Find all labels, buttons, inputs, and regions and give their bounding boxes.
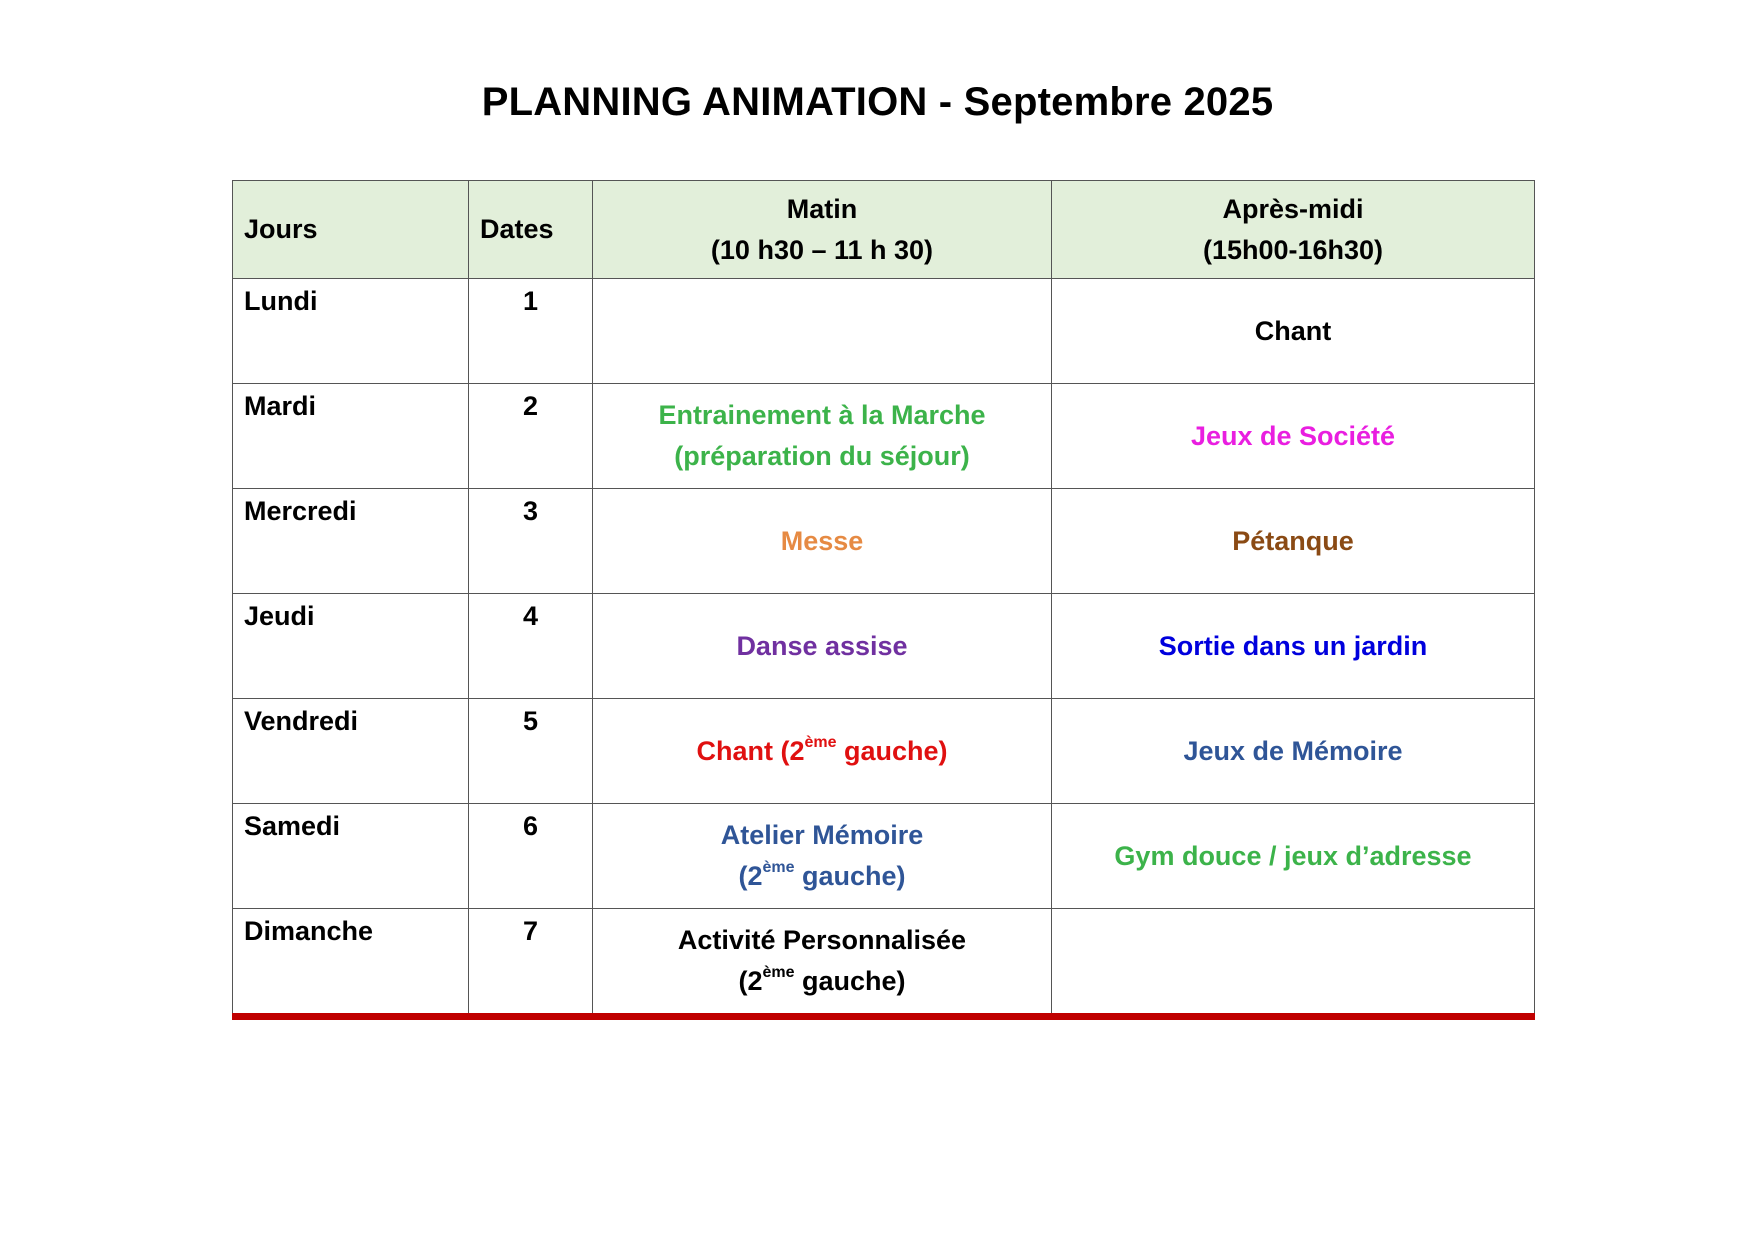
day-cell: Mercredi [233,489,469,594]
table-row [233,279,1535,384]
activity-text-after: gauche) [794,966,906,996]
day-cell: Lundi [233,279,469,384]
apresmidi-activity [1052,279,1535,384]
activity-subtext-start: (2 [738,966,763,996]
header-matin-hours: (10 h30 – 11 h 30) [710,234,934,265]
activity-text: Entrainement à la Marche [658,400,986,430]
activity-text-after: gauche) [836,735,948,766]
table-row [233,489,1535,594]
header-jours: Jours [233,181,469,279]
superscript: ème [762,964,795,981]
apresmidi-activity [1052,699,1535,804]
header-matin-label: Matin [786,193,858,224]
activity-subtext [593,856,1051,897]
activity-subtext: (préparation du séjour) [674,441,970,471]
header-row [233,181,1535,279]
table-row [233,804,1535,909]
planning-table [232,180,1535,1020]
matin-activity [593,279,1052,384]
matin-activity [593,384,1052,489]
matin-activity [593,594,1052,699]
date-cell: 6 [469,804,593,909]
header-apresmidi-label: Après-midi [1222,193,1364,224]
matin-activity [593,909,1052,1017]
date-cell: 3 [469,489,593,594]
activity-text: Gym douce / jeux d’adresse [1114,840,1472,871]
activity-text: Atelier Mémoire [720,820,924,850]
page-title: PLANNING ANIMATION - Septembre 2025 [481,80,1274,124]
date-cell: 7 [469,909,593,1017]
activity-text: Messe [780,525,864,556]
activity-text: Chant (2 [696,735,805,766]
header-dates: Dates [469,181,593,279]
activity-text: Pétanque [1232,525,1354,556]
activity-text: Chant [1254,315,1332,346]
date-cell: 1 [469,279,593,384]
table-row [233,594,1535,699]
matin-activity [593,489,1052,594]
apresmidi-activity [1052,489,1535,594]
activity-text-after: gauche) [794,861,906,891]
day-cell: Samedi [233,804,469,909]
header-apresmidi-hours: (15h00-16h30) [1202,234,1384,265]
day-cell: Mardi [233,384,469,489]
activity-text: Activité Personnalisée [677,925,967,955]
superscript: ème [804,733,837,751]
apresmidi-activity [1052,594,1535,699]
date-cell: 5 [469,699,593,804]
day-cell: Vendredi [233,699,469,804]
table-row [233,909,1535,1017]
day-cell: Dimanche [233,909,469,1017]
activity-text: Jeux de Société [1190,420,1396,451]
date-cell: 2 [469,384,593,489]
table-row [233,384,1535,489]
table-row [233,699,1535,804]
date-cell: 4 [469,594,593,699]
superscript: ème [762,859,795,876]
activity-text: Danse assise [736,630,908,661]
activity-subtext-start: (2 [738,861,763,891]
apresmidi-activity [1052,384,1535,489]
activity-text: Jeux de Mémoire [1183,735,1403,766]
header-matin [593,181,1052,279]
matin-activity [593,699,1052,804]
activity-subtext [593,961,1051,1002]
header-apresmidi [1052,181,1535,279]
day-cell: Jeudi [233,594,469,699]
activity-text: Sortie dans un jardin [1158,630,1428,661]
apresmidi-activity [1052,909,1535,1017]
apresmidi-activity [1052,804,1535,909]
matin-activity [593,804,1052,909]
